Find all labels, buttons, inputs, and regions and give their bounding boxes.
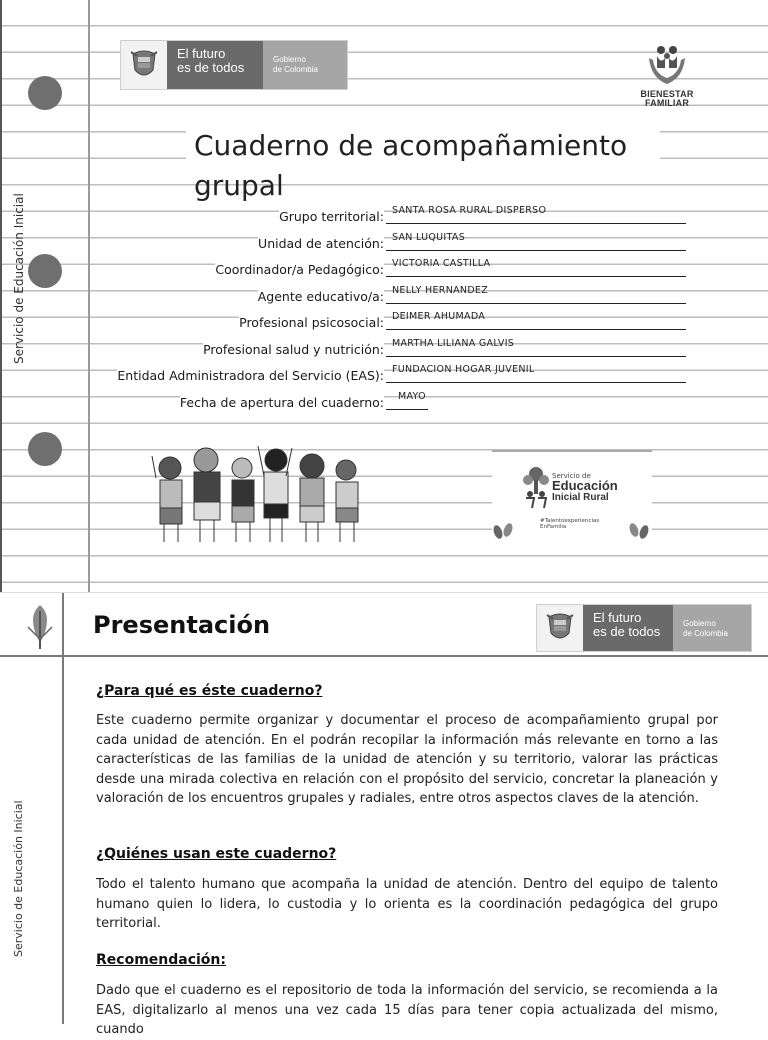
leaves-icon (492, 520, 518, 540)
field-label: Profesional psicosocial: (239, 315, 384, 330)
field-label: Fecha de apertura del cuaderno: (179, 395, 384, 410)
field-value: NELLY HERNANDEZ (392, 285, 489, 296)
servicio-de-text: Servicio de (552, 472, 591, 480)
bienestar-familiar-logo (636, 44, 698, 108)
section-text: Todo el talento humano que acompaña la unidad de atención. Dentro del equipo de talento humano quien lo lidera, lo custodia y lo orienta es la coordinación pedagógica del grupo territorial. (96, 877, 718, 931)
binder-hole (28, 432, 62, 466)
field-label: Unidad de atención: (258, 236, 384, 251)
logo-text-line2: es de todos (593, 624, 661, 639)
field-label: Agente educativo/a: (257, 289, 384, 304)
tree-people-icon (522, 466, 550, 510)
binder-hole (28, 254, 62, 288)
field-row-grupo (100, 206, 690, 226)
gobierno-text: Gobierno (683, 619, 716, 628)
side-label: Servicio de Educación Inicial (12, 800, 25, 957)
hashtag-line2: EnFamilia (540, 524, 567, 530)
children-illustration (140, 438, 380, 548)
notebook-title: Cuaderno de acompañamiento grupal (186, 126, 660, 180)
colombia-crest-icon (121, 41, 167, 89)
section-heading: Recomendación: (96, 952, 226, 968)
field-value: MAYO (398, 391, 426, 402)
field-label: Profesional salud y nutrición: (203, 342, 384, 357)
margin-line (88, 0, 90, 592)
colombia-text: de Colombia (683, 629, 728, 638)
field-value: VICTORIA CASTILLA (392, 258, 491, 269)
side-label: Servicio de Educación Inicial (12, 193, 26, 364)
margin-line (62, 593, 64, 1024)
header-line (0, 655, 768, 657)
section-heading: ¿Quiénes usan este cuaderno? (96, 846, 337, 862)
section-text: Este cuaderno permite organizar y documentar el proceso de acompañamiento grupal por cada unidad de atención. En el podrán recopilar la información más relevante en torno a las características de las familias de la unidad de atención y su territorio, valorar las prácticas desde una mirada colectiva en relación con el propósito del servicio, concretar la planeación y valoración de los encuentros grupales y radiales, entre otros aspectos claves de la atención. (96, 713, 718, 806)
hashtag-line1: #Talentoexperiencias (540, 518, 600, 524)
field-value: SAN LUQUITAS (392, 232, 466, 243)
field-line[interactable] (386, 232, 686, 251)
binder-hole (28, 76, 62, 110)
section-text: Dado que el cuaderno es el repositorio de toda la información del servicio, se recomienda a la EAS, digitalizarlo al menos una vez cada 15 días para tener copia actualizada del mismo, cuando (96, 983, 718, 1037)
logo-text-line1: El futuro (177, 46, 226, 61)
field-value: MARTHA LILIANA GALVIS (392, 338, 515, 349)
field-line[interactable] (386, 285, 686, 304)
presentacion-page (0, 593, 768, 1037)
page-edge (0, 0, 2, 592)
bienestar-text: BIENESTAR (640, 89, 694, 99)
field-row-psicosocial (100, 312, 690, 332)
field-label: Coordinador/a Pedagógico: (215, 262, 384, 277)
familiar-text: FAMILIAR (644, 98, 690, 108)
field-line[interactable] (386, 338, 686, 357)
colombia-text: de Colombia (273, 65, 318, 74)
field-label: Grupo territorial: (279, 209, 384, 224)
gobierno-logo (120, 40, 348, 90)
field-row-fecha (100, 392, 690, 412)
educacion-text: Educación (552, 478, 618, 493)
field-line[interactable] (386, 311, 686, 330)
colombia-crest-icon (537, 605, 583, 651)
field-line[interactable] (386, 391, 428, 410)
field-label: Entidad Administradora del Servicio (EAS): (117, 368, 384, 383)
educacion-inicial-rural-logo (492, 450, 652, 544)
field-row-salud (100, 339, 690, 359)
hashtag-text (540, 518, 599, 530)
hands-family-icon (645, 44, 689, 86)
gobierno-logo (536, 604, 752, 652)
section-heading: ¿Para qué es éste cuaderno? (96, 683, 323, 699)
field-value: SANTA ROSA RURAL DISPERSO (392, 205, 547, 216)
field-row-unidad (100, 233, 690, 253)
field-row-coordinador (100, 259, 690, 279)
logo-text-line2: es de todos (177, 60, 245, 75)
leaves-icon (626, 520, 652, 540)
field-row-agente (100, 286, 690, 306)
gobierno-text: Gobierno (273, 55, 306, 64)
field-line[interactable] (386, 364, 686, 383)
logo-text-line1: El futuro (593, 610, 642, 625)
field-value: FUNDACION HOGAR JUVENIL (392, 364, 535, 375)
field-row-eas (100, 365, 690, 385)
field-line[interactable] (386, 205, 686, 224)
field-line[interactable] (386, 258, 686, 277)
leaf-icon (24, 603, 56, 651)
field-value: DEIMER AHUMADA (392, 311, 486, 322)
page-title: Presentación (93, 611, 271, 639)
inicial-rural-text: Inicial Rural (552, 492, 609, 503)
